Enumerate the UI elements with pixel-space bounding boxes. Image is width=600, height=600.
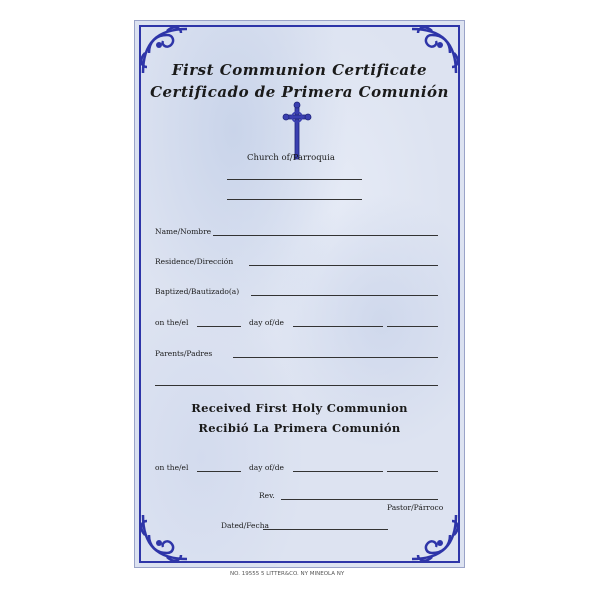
church-line-1[interactable]	[227, 179, 362, 180]
residence-line[interactable]	[249, 265, 438, 266]
day-of-line[interactable]	[293, 326, 383, 327]
corner-ornament-icon	[402, 505, 462, 565]
baptized-label: Baptized/Bautizado(a)	[155, 287, 240, 296]
corner-ornament-icon	[137, 505, 197, 565]
on-the-line-2[interactable]	[197, 471, 241, 472]
printer-footer: NO. 19555 5 LITTER&CO. NY MINEOLA NY	[230, 571, 345, 577]
parents-line-1[interactable]	[233, 357, 438, 358]
rev-label: Rev.	[259, 491, 275, 500]
on-the-line[interactable]	[197, 326, 241, 327]
pastor-label: Pastor/Párroco	[387, 503, 444, 512]
day-of-label-2: day of/de	[249, 463, 284, 472]
rev-line[interactable]	[281, 499, 438, 500]
day-of-line-2[interactable]	[293, 471, 383, 472]
name-label: Name/Nombre	[155, 227, 212, 236]
received-heading-spanish: Recibió La Primera Comunión	[198, 421, 401, 435]
year-line-2[interactable]	[387, 471, 438, 472]
day-of-label: day of/de	[249, 318, 284, 327]
certificate-title-spanish: Certificado de Primera Comunión	[150, 83, 449, 101]
church-line-2[interactable]	[227, 199, 362, 200]
dated-label: Dated/Fecha	[221, 521, 269, 530]
year-line[interactable]	[387, 326, 438, 327]
baptized-line[interactable]	[251, 295, 438, 296]
on-the-label-2: on the/el	[155, 463, 189, 472]
church-label: Church of/Parroquia	[247, 153, 335, 163]
parents-line-2[interactable]	[155, 385, 438, 386]
residence-label: Residence/Dirección	[155, 257, 234, 266]
cross-icon	[282, 101, 312, 161]
on-the-label: on the/el	[155, 318, 189, 327]
parents-label: Parents/Padres	[155, 349, 213, 358]
dated-line[interactable]	[263, 529, 388, 530]
received-heading-english: Received First Holy Communion	[191, 401, 408, 415]
name-line[interactable]	[213, 235, 438, 236]
certificate	[134, 20, 465, 577]
certificate-title-english: First Communion Certificate	[171, 61, 428, 79]
